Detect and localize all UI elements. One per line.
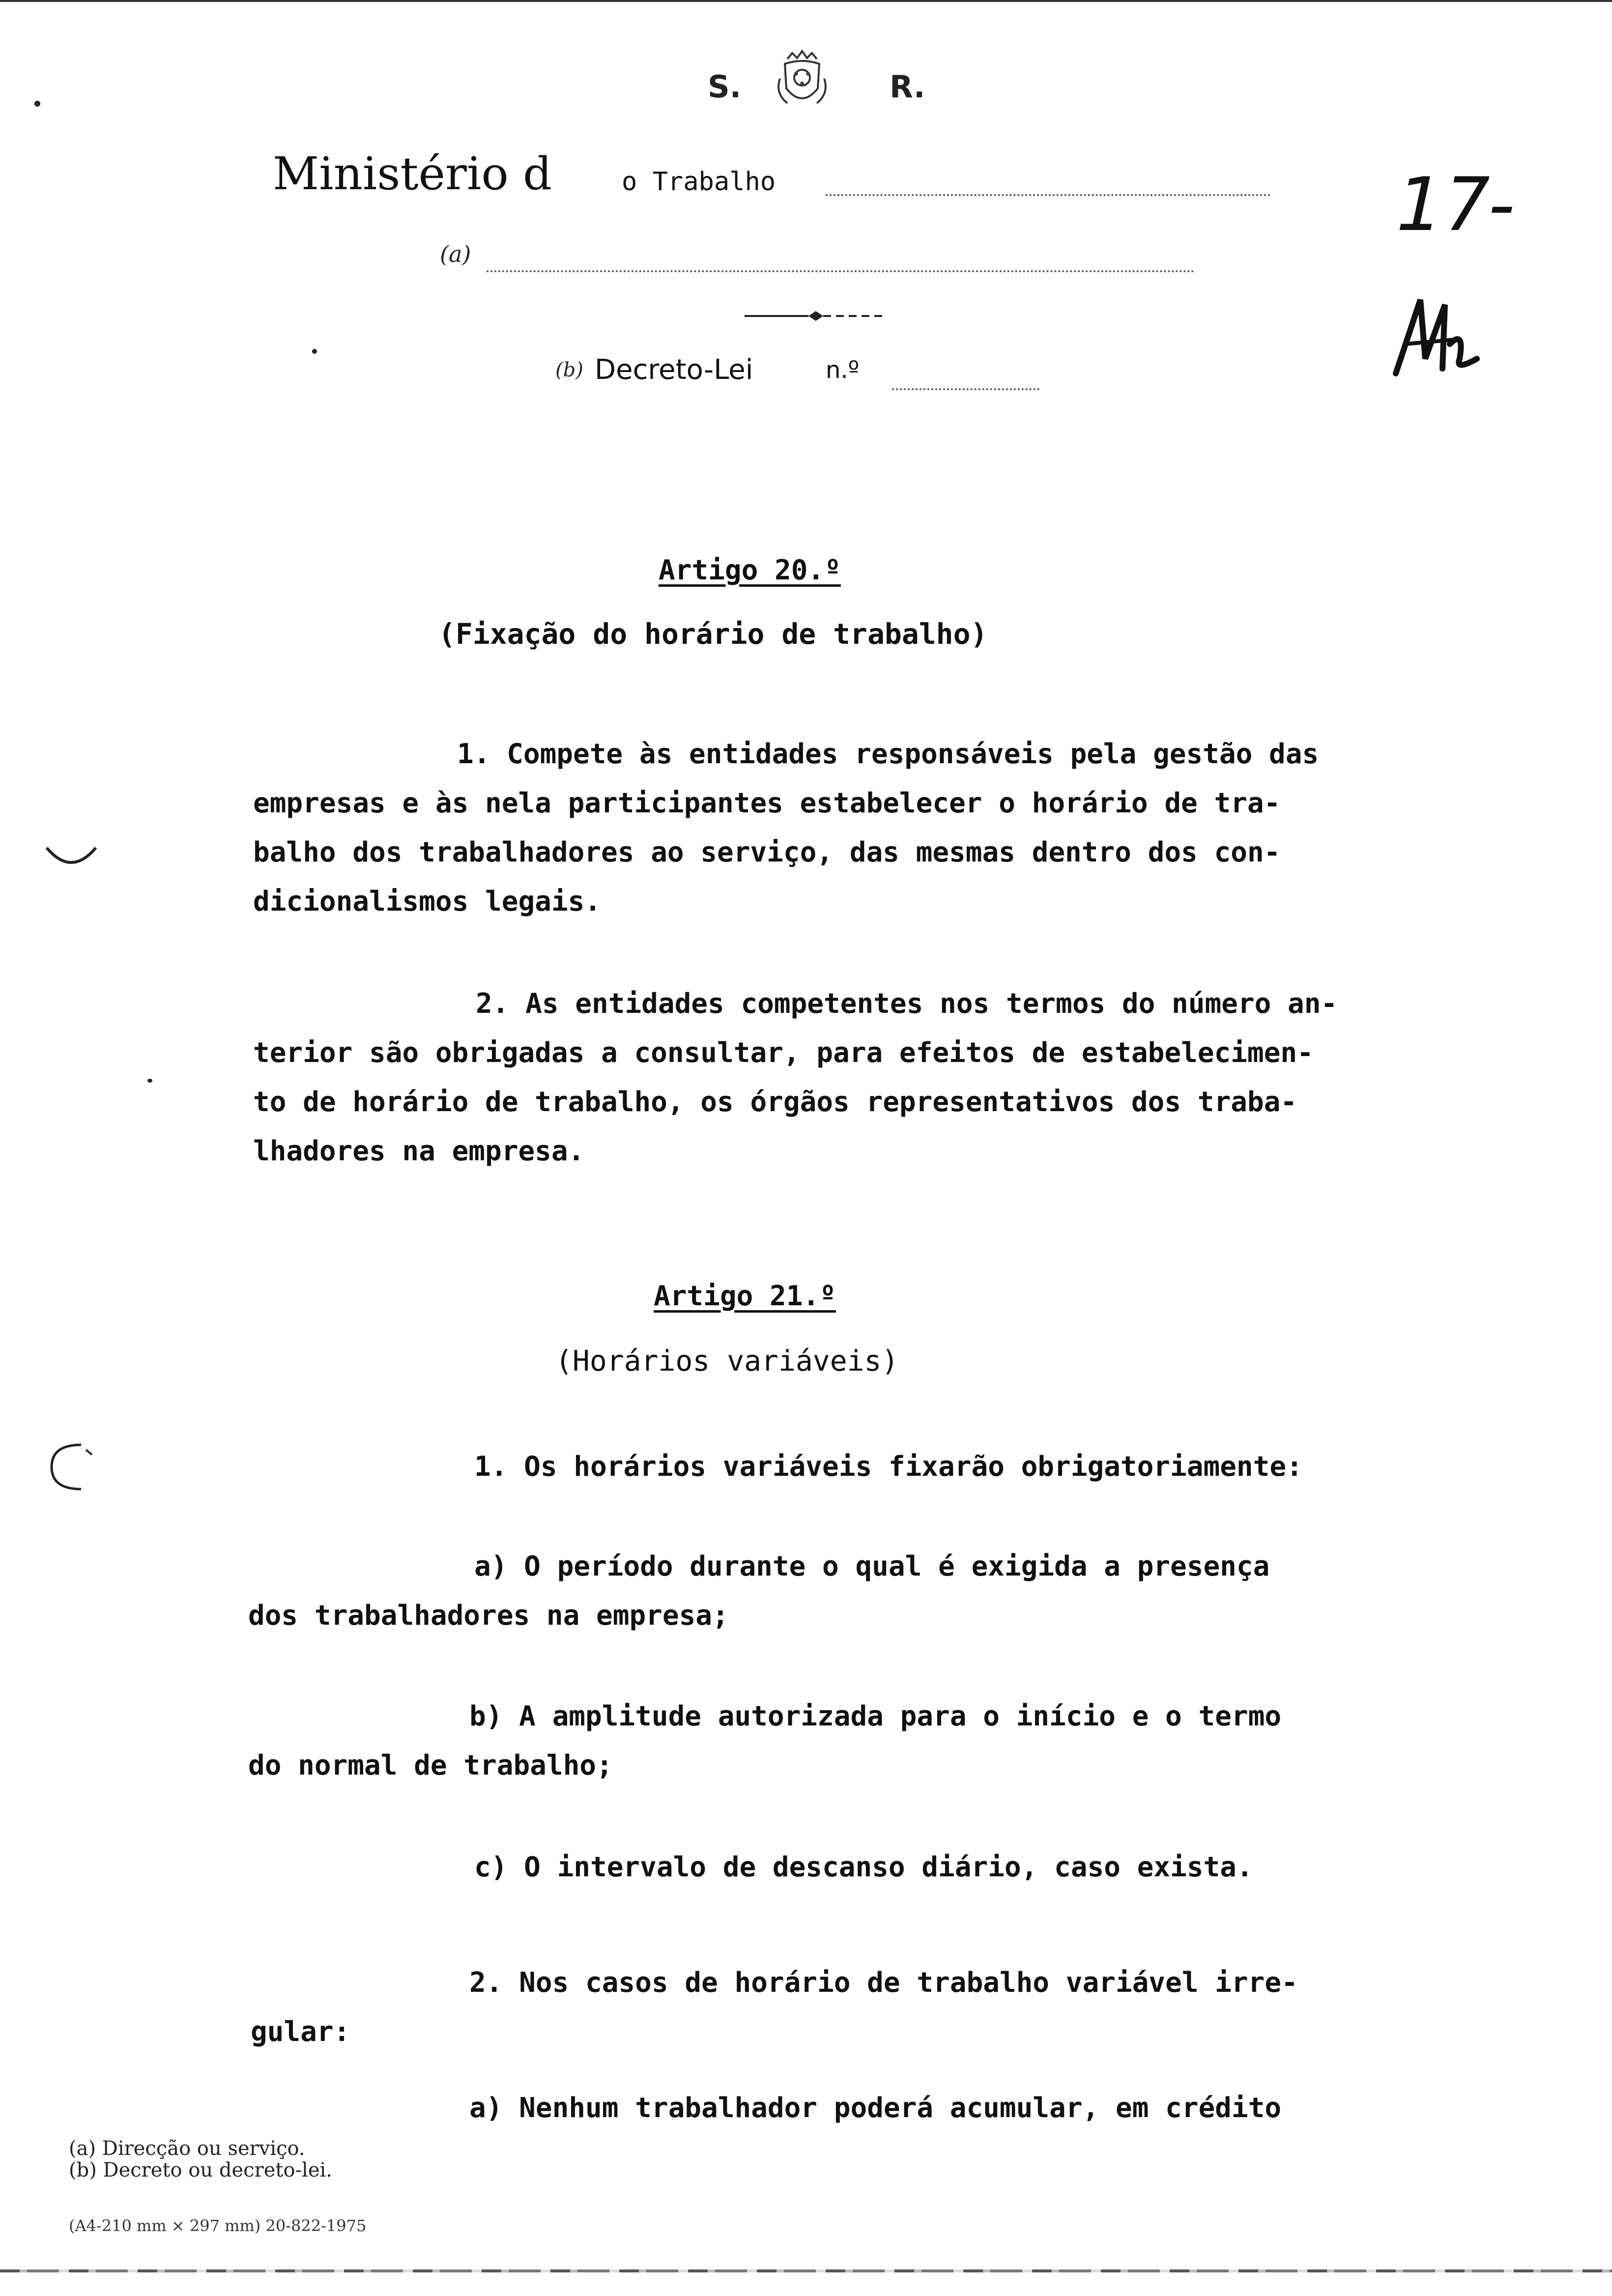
binder-hole-mark bbox=[44, 843, 98, 872]
article-21-item-c: c) O intervalo de descanso diário, caso exista. bbox=[474, 1851, 1253, 1883]
form-size-note: (A4-210 mm × 297 mm) 20-822-1975 bbox=[69, 2216, 367, 2235]
article-20-title: Artigo 20.º bbox=[659, 554, 841, 586]
header-sr-left: S. bbox=[708, 69, 742, 105]
bottom-scan-edge bbox=[0, 2269, 1612, 2272]
direction-dotted-line bbox=[487, 270, 1194, 272]
article-20-para-1-line: balho dos trabalhadores ao serviço, das mesmas dentro dos con- bbox=[253, 836, 1281, 868]
scan-speck bbox=[147, 1079, 152, 1083]
article-20-para-2-first-line: 2. As entidades competentes nos termos do número an- bbox=[476, 988, 1338, 1020]
decreto-dotted-line bbox=[892, 388, 1039, 390]
binder-hole-mark bbox=[47, 1437, 96, 1496]
ministry-name: o Trabalho bbox=[622, 167, 776, 197]
header-sr-right: R. bbox=[890, 69, 925, 105]
handwritten-page-number: 17- bbox=[1386, 162, 1526, 248]
top-border bbox=[0, 0, 1612, 2]
direction-label: (a) bbox=[440, 241, 471, 267]
article-21-para-2-first-line: 2. Nos casos de horário de trabalho variável irre- bbox=[469, 1967, 1298, 1999]
footnote-b: (b) Decreto ou decreto-lei. bbox=[69, 2159, 333, 2181]
article-21-item-b-first-line: b) A amplitude autorizada para o início e o termo bbox=[469, 1700, 1282, 1732]
ministry-label: Ministério d bbox=[273, 147, 552, 200]
decreto-note-marker: (b) bbox=[555, 359, 583, 381]
article-20-para-1-line: dicionalismos legais. bbox=[253, 886, 602, 918]
scan-speck bbox=[312, 349, 317, 354]
article-20-para-1-first-line: 1. Compete às entidades responsáveis pela gestão das bbox=[457, 738, 1319, 770]
scan-speck bbox=[34, 101, 40, 107]
article-20-para-2-line: to de horário de trabalho, os órgãos representativos dos traba- bbox=[253, 1086, 1297, 1118]
article-21-title: Artigo 21.º bbox=[654, 1280, 836, 1312]
article-20-para-1-line: empresas e às nela participantes estabelecer o horário de tra- bbox=[253, 787, 1281, 819]
article-20-para-2-line: terior são obrigadas a consultar, para efeitos de estabelecimen- bbox=[253, 1037, 1314, 1069]
ministry-dotted-line bbox=[826, 194, 1270, 196]
footnote-a: (a) Direcção ou serviço. bbox=[69, 2137, 305, 2160]
article-21-para-2-item-a: a) Nenhum trabalhador poderá acumular, em crédito bbox=[469, 2092, 1282, 2124]
decreto-label: Decreto-Lei bbox=[595, 354, 753, 386]
article-21-subtitle: (Horários variáveis) bbox=[555, 1344, 899, 1378]
article-21-item-b-line: do normal de trabalho; bbox=[248, 1750, 613, 1781]
article-21-para-2-line: gular: bbox=[251, 2016, 350, 2048]
separator-ornament bbox=[745, 309, 887, 323]
article-21-para-1: 1. Os horários variáveis fixarão obrigatoriamente: bbox=[474, 1451, 1303, 1483]
article-20-subtitle: (Fixação do horário de trabalho) bbox=[438, 617, 988, 651]
handwritten-initials bbox=[1386, 285, 1484, 383]
article-21-item-a-first-line: a) O período durante o qual é exigida a presença bbox=[474, 1550, 1270, 1582]
article-20-para-2-line: lhadores na empresa. bbox=[253, 1135, 585, 1167]
article-21-item-a-line: dos trabalhadores na empresa; bbox=[248, 1600, 729, 1632]
decreto-number-label: n.º bbox=[826, 356, 860, 384]
coat-of-arms-icon bbox=[773, 49, 832, 113]
